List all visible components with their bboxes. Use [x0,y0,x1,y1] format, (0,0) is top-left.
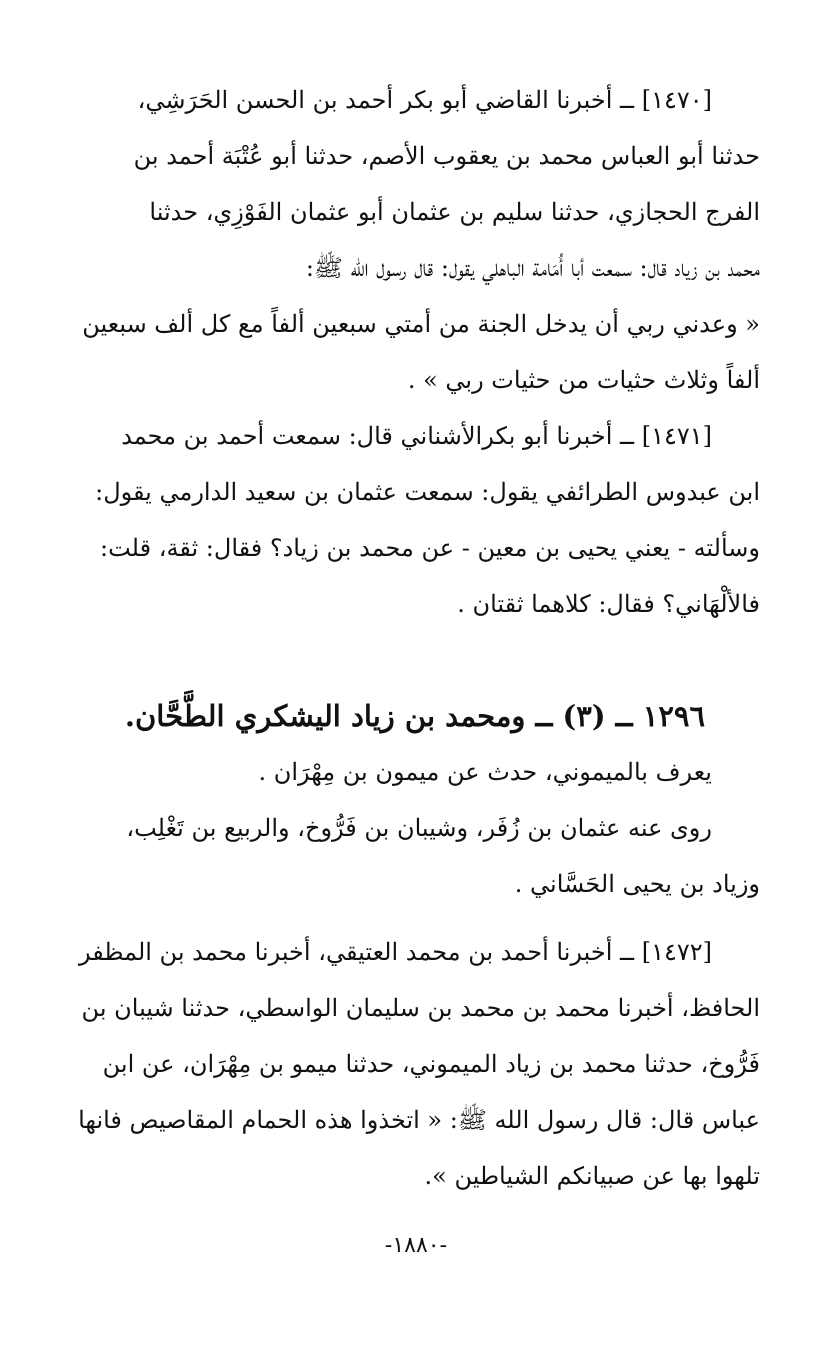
text-line: « وعدني ربي أن يدخل الجنة من أمتي سبعين ألفاً مع كل ألف سبعين [82,310,760,338]
text-line: [١٤٧٢] ــ أخبرنا أحمد بن محمد العتيقي، أخبرنا محمد بن المظفر [79,938,712,966]
text-line: وزياد بن يحيى الحَسَّاني . [514,870,760,898]
text-line: فَرُّوخ، حدثنا محمد بن زياد الميموني، حدثنا ميمو بن مِهْرَان، عن ابن [102,1050,760,1078]
text-line: يعرف بالميموني، حدث عن ميمون بن مِهْرَان . [258,758,712,786]
text-line: الفرج الحجازي، حدثنا سليم بن عثمان أبو عثمان الفَوْزِي، حدثنا [149,198,760,226]
hadith-1470-block [70,72,760,632]
text-line: ابن عبدوس الطرائفي يقول: سمعت عثمان بن سعيد الدارمي يقول: [95,478,760,506]
text-line: روى عنه عثمان بن زُفَر، وشيبان بن فَرُّوخ، والربيع بن تَغْلِب، [126,814,712,842]
text-line: الحافظ، أخبرنا محمد بن محمد بن سليمان الواسطي، حدثنا شيبان بن [81,994,760,1022]
text-line: وسألته - يعني يحيى بن معين - عن محمد بن زياد؟ فقال: ثقة، قلت: [100,534,760,562]
text-line: [١٤٧١] ــ أخبرنا أبو بكرالأشناني قال: سمعت أحمد بن محمد [121,422,712,450]
text-line: ألفاً وثلاث حثيات من حثيات ربي » . [407,366,760,394]
hadith-1472-block [70,924,760,1204]
text-line: عباس قال: قال رسول الله ﷺ: « اتخذوا هذه الحمام المقاصيص فانها [78,1106,760,1134]
page-number: -١٨٨٠- [384,1233,448,1258]
biography-heading: ١٢٩٦ ــ (٣) ــ ومحمد بن زياد اليشكري الطَّحَّان. [124,699,706,733]
text-line: محمد بن زياد قال: سمعت أبا أُمَامة الباهلي يقول: قال رسول الله ﷺ: [305,254,760,282]
text-line: تلهوا بها عن صبيانكم الشياطين ». [424,1162,760,1190]
text-line: [١٤٧٠] ــ أخبرنا القاضي أبو بكر أحمد بن الحسن الحَرَشِي، [137,86,712,114]
biography-block [70,744,760,912]
text-line: فالألْهَاني؟ فقال: كلاهما ثقتان . [457,590,760,618]
text-line: حدثنا أبو العباس محمد بن يعقوب الأصم، حدثنا أبو عُتْبَة أحمد بن [133,142,760,170]
